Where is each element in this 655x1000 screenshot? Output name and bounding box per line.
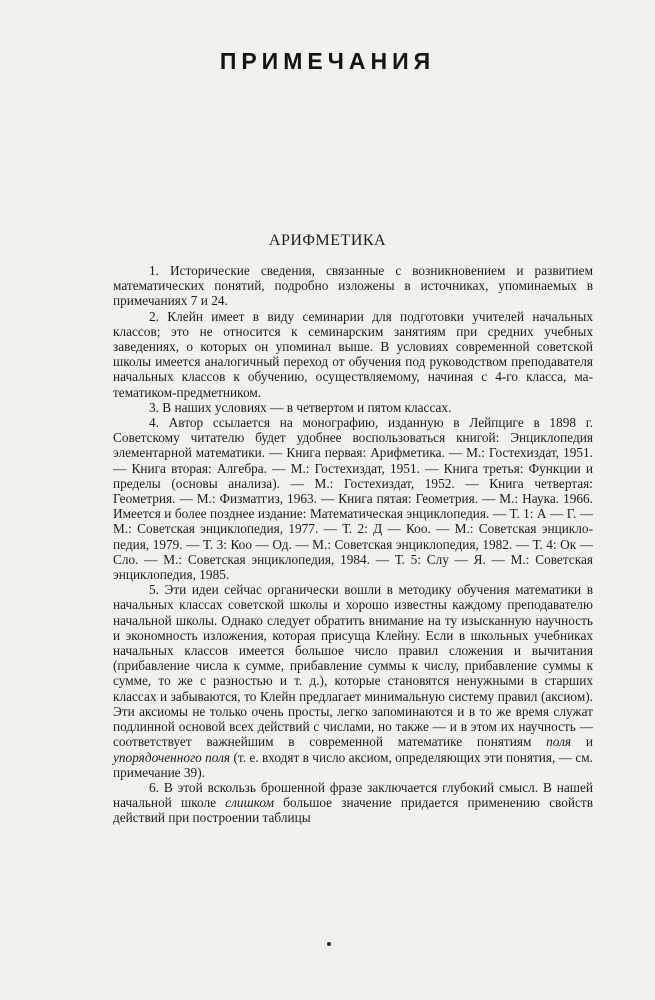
note-5 (113, 582, 593, 780)
note-6-term-too-much: слишком (225, 795, 274, 811)
section-title: АРИФМЕТИКА (268, 232, 387, 249)
note-5-term-field: поля (546, 734, 572, 750)
notes-body (113, 263, 593, 826)
note-2: 2. Клейн имеет в виду семинарии для подготовки учителей начальных классов; это не относится к семинарским занятиям при средних учебных заведениях, о которых он упоминал выше. В условиях современной советской школы имеется аналогичный переход от обучения под руководством преподавателя начальных классов к обучению, осуществляемому, начиная с 4-го класса, математиком-предметником. (113, 308, 593, 400)
note-5-text-b: и (571, 734, 593, 750)
print-speck (327, 942, 331, 946)
note-6 (113, 780, 593, 826)
note-3: 3. В наших условиях — в четвертом и пятом классах. (149, 399, 452, 415)
page-title: ПРИМЕЧАНИЯ (219, 48, 436, 74)
note-5-text-c: (т. е. входят в число аксиом, определяющих эти понятия, — см. примечание 39). (113, 749, 593, 780)
note-5-text-a: 5. Эти идеи сейчас органически вошли в методику обучения математики в начальных классах советской школы и хорошо известны каждому преподавателю начальной школы. Однако следует обратить внимание на ту изысканную научность и экономность изложения, которая присуща Клейну. Если в школьных учебниках начальных классов имеется большое число правил сложения и вычитания (прибавление числа к сумме, прибавление суммы к числу, прибавление суммы к сумме, то же с разностью и т. д.), которые становятся ненужными в старших классах и забываются, то Клейн предлагает минимальную систему правил (аксиом). Эти аксиомы не только очень просты, легко запоминаются и в то же время служат подлинной основой всех действий с числами, но также — и в этом их научность — соответствует важнейшим в современной математике понятиям (113, 582, 593, 750)
note-4: 4. Автор ссылается на монографию, изданную в Лейпциге в 1898 г. Советскому читателю будет удобнее воспользоваться книгой: Энциклопедия элементарной математики. — Книга первая: Арифметика. — М.: Гостехиздат, 1951. — Книга вторая: Алгебра. — М.: Гостехиздат, 1951. — Книга третья: Функции и пределы (основы анализа). — М.: Гостехиздат, 1952. — Книга четвертая: Геометрия. — М.: Физматгиз, 1963. — Книга пятая: Геометрия. — М.: Наука. 1966. Имеется и более позднее издание: Математическая энциклопедия. — Т. 1: А — Г. — М.: Советская энциклопедия, 1977. — Т. 2: Д — Коо. — М.: Советская энциклопедия, 1979. — Т. 3: Коо — Од. — М.: Советская энциклопедия, 1982. — Т. 4: Ок — Сло. — М.: Советская энциклопедия, 1984. — Т. 5: Слу — Я. — М.: Советская энциклопедия, 1985. (113, 415, 593, 583)
note-1: 1. Исторические сведения, связанные с возникновением и развитием математических понятий, подробно изложены в источниках, упоминаемых в примечаниях 7 и 24. (113, 263, 593, 309)
note-6-text-a: 6. В этой вскользь брошенной фразе заключается глубокий смысл. В нашей начальной школе (113, 779, 593, 811)
note-5-term-ordered-field: упорядоченного поля (113, 749, 231, 765)
note-6-text-b: большое значение придается применению свойств действий при построении таблицы (113, 795, 593, 826)
